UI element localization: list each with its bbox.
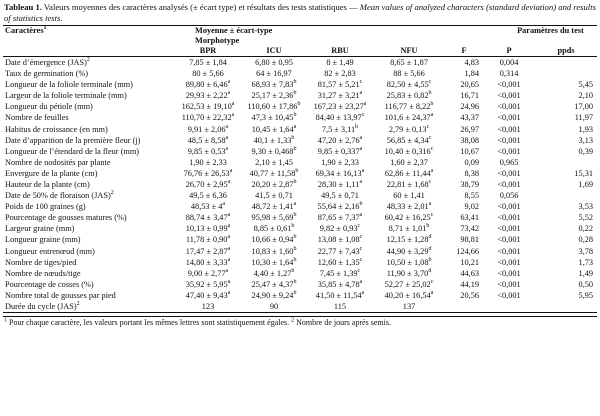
- table-row: [3, 234, 597, 245]
- cell-ppds: 3,53: [578, 202, 594, 212]
- caption-text-en: Mean values of analyzed characters (standard deviation) and results of statistics tests.: [4, 2, 596, 23]
- cell-p: <0,001: [497, 246, 521, 256]
- cell-nfu: 48,33 ± 2,01$^a$: [386, 201, 432, 212]
- cell-p: <0,001: [497, 279, 521, 289]
- header-mean-group: Moyenne ± écart-type: [195, 26, 273, 35]
- cell-ppds: 17,00: [574, 102, 594, 112]
- cell-rbu: 28,30 ± 1,11$^a$: [317, 179, 363, 189]
- table-row: [3, 246, 597, 257]
- cell-rbu: 8 ± 1,49: [326, 58, 354, 67]
- col-bpr: BPR: [199, 46, 217, 55]
- cell-icu: 110,60 ± 17,86$^b$: [247, 101, 301, 112]
- cell-icu: 47,3 ± 10,45$^b$: [251, 112, 297, 123]
- table-row: [3, 201, 597, 212]
- table-row: [3, 112, 597, 123]
- cell-ppds: 11,97: [574, 113, 594, 123]
- table-row: [3, 79, 597, 90]
- table-row: [3, 90, 597, 101]
- cell-icu: 10,45 ± 1,64$^a$: [251, 123, 297, 134]
- cell-nfu: 1,60 ± 2,37: [390, 157, 428, 167]
- cell-nfu: 116,77 ± 8,22$^b$: [384, 101, 434, 112]
- cell-f: [445, 301, 483, 313]
- cell-bpr: 89,80 ± 6,46$^a$: [185, 79, 231, 90]
- cell-f: 0,09: [464, 157, 480, 167]
- cell-nfu: 52,27 ± 25,02$^c$: [384, 279, 434, 289]
- cell-p: <0,001: [497, 135, 521, 145]
- cell-icu: 9,30 ± 0,468$^b$: [251, 145, 297, 156]
- cell-bpr: 35,92 ± 5,95$^a$: [185, 279, 231, 289]
- cell-p: <0,001: [497, 80, 521, 90]
- row-label: Pourcentage de cosses (%): [5, 279, 94, 289]
- cell-bpr: 9,85 ± 0,53$^a$: [187, 145, 229, 156]
- row-label: Largeur graine (mm): [5, 224, 75, 234]
- cell-ppds: 5,95: [578, 290, 594, 300]
- cell-icu: 48,72 ± 1,41$^a$: [251, 201, 297, 212]
- cell-bpr: 7,85 ± 1,84: [189, 58, 227, 67]
- cell-ppds: 1,73: [578, 257, 594, 267]
- cell-f: 24,96: [460, 102, 480, 112]
- cell-p: <0,001: [497, 91, 521, 101]
- cell-bpr: 26,70 ± 2,95$^a$: [185, 179, 231, 189]
- cell-nfu: 10,40 ± 0,316$^c$: [384, 145, 434, 156]
- table-row: [3, 190, 597, 201]
- cell-p: <0,001: [497, 257, 521, 267]
- cell-p: <0,001: [497, 202, 521, 212]
- cell-nfu: 25,83 ± 0,82$^b$: [386, 90, 432, 101]
- cell-bpr: 47,40 ± 9,43$^a$: [185, 290, 231, 300]
- cell-icu: 40,1 ± 1,33$^b$: [253, 134, 295, 145]
- cell-nfu: 12,15 ± 1,28$^d$: [386, 234, 432, 245]
- cell-f: 9,02: [464, 202, 480, 212]
- cell-ppds: 0,22: [578, 224, 594, 234]
- cell-bpr: 11,78 ± 0,90$^a$: [185, 234, 231, 245]
- cell-ppds: [535, 301, 597, 313]
- cell-nfu: 60 ± 1,41: [393, 191, 425, 201]
- cell-icu: 41,5 ± 0,71: [255, 191, 293, 201]
- cell-f: 26,97: [460, 124, 480, 134]
- cell-p: 0,056: [499, 191, 519, 201]
- cell-bpr: 80 ± 5,66: [192, 69, 224, 79]
- table-row: [3, 301, 597, 313]
- cell-f: 98,81: [460, 235, 480, 245]
- cell-f: 124,66: [456, 246, 480, 256]
- cell-bpr: 17,47 ± 2,87$^a$: [185, 245, 231, 256]
- cell-bpr: 14,80 ± 3,33$^a$: [185, 256, 231, 267]
- cell-f: 44,63: [460, 268, 480, 278]
- cell-bpr: 49,5 ± 6,36: [189, 191, 227, 201]
- row-label: Nombre total de gousses par pied: [5, 290, 116, 300]
- cell-nfu: 56,85 ± 4,34$^c$: [386, 134, 432, 145]
- cell-ppds: 5,52: [578, 213, 594, 223]
- cell-bpr: 123: [201, 301, 215, 311]
- cell-rbu: 84,40 ± 13,97$^c$: [315, 112, 365, 123]
- cell-rbu: 49,5 ± 0,71: [321, 191, 359, 201]
- cell-p: 0,004: [499, 58, 519, 67]
- cell-f: 20,56: [460, 290, 480, 300]
- cell-ppds: 0,50: [578, 279, 594, 289]
- table-row: [3, 290, 597, 301]
- cell-icu: 8,85 ± 0,61$^b$: [253, 223, 295, 234]
- cell-nfu: 62,86 ± 11,44$^a$: [384, 168, 434, 178]
- row-label: Pourcentage de gousses matures (%): [5, 213, 127, 223]
- cell-p: <0,001: [497, 268, 521, 278]
- cell-p: [483, 301, 535, 313]
- cell-bpr: 88,74 ± 3,47$^a$: [185, 212, 231, 223]
- cell-icu: 24,90 ± 9,24$^b$: [251, 290, 297, 300]
- cell-rbu: 41,50 ± 11,54$^a$: [315, 290, 365, 300]
- cell-rbu: 7,5 ± 3,11$^b$: [321, 123, 359, 134]
- row-label: Longueur de l’étendard de la fleur (mm): [5, 146, 140, 156]
- table-row: [3, 279, 597, 290]
- cell-f: 1,84: [464, 69, 480, 79]
- cell-f: 10,67: [460, 146, 480, 156]
- cell-bpr: 162,53 ± 19,10$^a$: [181, 101, 235, 112]
- row-label: Hauteur de la plante (cm): [5, 179, 90, 189]
- cell-ppds: 3,13: [578, 135, 594, 145]
- header-characters: Caractères$^1$: [5, 25, 47, 35]
- cell-bpr: 76,76 ± 26,53$^a$: [183, 168, 233, 178]
- row-label: Taux de germination (%): [5, 69, 89, 79]
- table-row: [3, 68, 597, 79]
- row-label: Largeur de la foliole terminale (mm): [5, 91, 127, 101]
- cell-ppds: 0,39: [578, 146, 594, 156]
- row-label: Date de 50% de floraison (JAS)$^2$: [5, 190, 114, 201]
- cell-rbu: 31,27 ± 3,21$^a$: [317, 90, 363, 101]
- cell-rbu: 55,64 ± 2,16$^b$: [317, 201, 363, 212]
- cell-ppds: 3,78: [578, 246, 594, 256]
- cell-p: <0,001: [497, 168, 521, 178]
- cell-bpr: 9,00 ± 2,77$^a$: [187, 267, 229, 278]
- row-label: Nombre de nœuds/tige: [5, 268, 81, 278]
- cell-rbu: 82 ± 2,83: [324, 69, 356, 79]
- cell-icu: 95,98 ± 5,69$^b$: [251, 212, 297, 223]
- table-row: [3, 168, 597, 179]
- col-icu: ICU: [266, 46, 282, 55]
- cell-ppds: 15,31: [574, 168, 594, 178]
- cell-f: 8,38: [464, 168, 480, 178]
- cell-p: <0,001: [497, 213, 521, 223]
- cell-icu: 20,20 ± 2,87$^b$: [251, 179, 297, 189]
- cell-rbu: 9,85 ± 0,337$^a$: [317, 145, 363, 156]
- cell-rbu: 1,90 ± 2,33: [321, 157, 359, 167]
- cell-f: 10,21: [460, 257, 480, 267]
- cell-ppds: 1,49: [578, 268, 594, 278]
- cell-ppds: [535, 190, 597, 201]
- cell-nfu: 22,81 ± 1,68$^c$: [386, 179, 432, 189]
- row-label: Longueur graine (mm): [5, 235, 81, 245]
- cell-nfu: 82,50 ± 4,55$^c$: [386, 79, 432, 90]
- cell-icu: 2,10 ± 1,45: [255, 157, 293, 167]
- cell-ppds: 1,93: [578, 124, 594, 134]
- cell-f: 16,71: [460, 91, 480, 101]
- table-caption: [4, 2, 597, 24]
- table-row: [3, 57, 597, 69]
- col-rbu: RBU: [331, 46, 349, 55]
- cell-nfu: 40,20 ± 16,54$^a$: [384, 290, 434, 300]
- cell-f: 4,83: [464, 58, 480, 67]
- caption-label: Tableau 1.: [4, 2, 42, 12]
- cell-ppds: [535, 157, 597, 168]
- row-label: Nombre de tiges/pied: [5, 257, 77, 267]
- row-label: Date d’émergence (JAS)$^2$: [5, 57, 90, 67]
- cell-rbu: 35,85 ± 4,78$^a$: [317, 279, 363, 289]
- header-morphotype: Morphotype: [195, 36, 240, 45]
- cell-icu: 64 ± 16,97: [256, 69, 292, 79]
- cell-ppds: [535, 57, 597, 69]
- cell-icu: 25,47 ± 4,37$^b$: [251, 279, 297, 289]
- cell-f: 20,65: [460, 80, 480, 90]
- cell-rbu: 167,23 ± 23,27$^a$: [313, 101, 367, 112]
- cell-ppds: [535, 68, 597, 79]
- cell-f: 43,37: [460, 113, 480, 123]
- table-row: [3, 135, 597, 146]
- table-row: [3, 257, 597, 268]
- cell-p: 0,965: [499, 157, 519, 167]
- table-row: [3, 157, 597, 168]
- cell-ppds: 2,10: [578, 91, 594, 101]
- row-label: Date d’apparition de la première fleur (j): [5, 135, 141, 145]
- cell-icu: 68,93 ± 7,83$^b$: [251, 79, 297, 90]
- cell-icu: 90: [269, 301, 279, 311]
- table-row: [3, 179, 597, 190]
- cell-rbu: 69,34 ± 16,13$^a$: [315, 168, 365, 178]
- cell-f: 38,79: [460, 179, 480, 189]
- cell-rbu: 13,08 ± 1,08$^c$: [317, 234, 363, 245]
- cell-icu: 10,30 ± 1,64$^b$: [251, 256, 297, 267]
- table-row: [3, 223, 597, 234]
- cell-bpr: 9,91 ± 2,06$^a$: [187, 123, 229, 134]
- table-footnote: $^1$ Pour chaque caractère, les valeurs portant les mêmes lettres sont statistiquement égales. $^2$ Nombre de jours après semis.: [3, 316, 597, 328]
- cell-p: 0,314: [499, 69, 519, 79]
- cell-nfu: 2,79 ± 0,13$^c$: [388, 123, 430, 134]
- cell-bpr: 1,90 ± 2,33: [189, 157, 227, 167]
- cell-icu: 25,17 ± 2,36$^b$: [251, 90, 297, 101]
- cell-nfu: 44,90 ± 3,29$^d$: [386, 245, 432, 256]
- caption-text-fr: Valeurs moyennes des caractères analysés (± écart type) et résultats des tests statistiques —: [41, 2, 360, 12]
- cell-rbu: 47,20 ± 2,76$^a$: [317, 134, 363, 145]
- cell-rbu: 9,82 ± 0,93$^c$: [319, 223, 361, 234]
- cell-rbu: 87,65 ± 7,37$^a$: [317, 212, 363, 223]
- cell-nfu: 10,50 ± 1,08$^b$: [386, 256, 432, 267]
- table-row: [3, 146, 597, 157]
- cell-p: <0,001: [497, 124, 521, 134]
- row-label: Nombre de feuilles: [5, 113, 69, 123]
- row-label: Longueur du pétiole (mm): [5, 102, 93, 112]
- cell-f: 73,42: [460, 224, 480, 234]
- cell-rbu: 7,45 ± 1,39$^c$: [319, 267, 361, 278]
- table-row: [3, 212, 597, 223]
- cell-p: <0,001: [497, 235, 521, 245]
- row-label: Longueur entrenœud (mm): [5, 246, 95, 256]
- table-row: [3, 123, 597, 134]
- cell-f: 8,55: [464, 191, 480, 201]
- cell-p: <0,001: [497, 102, 521, 112]
- cell-ppds: 0,28: [578, 235, 594, 245]
- cell-p: <0,001: [497, 146, 521, 156]
- row-label: Nombre de nodosités par plante: [5, 157, 111, 167]
- cell-f: 63,41: [460, 213, 480, 223]
- cell-bpr: $48,53 \pm 4^a$: [190, 201, 226, 212]
- cell-rbu: 115: [333, 301, 347, 311]
- table-row: [3, 268, 597, 279]
- table-row: [3, 101, 597, 112]
- row-label: Poids de 100 graines (g): [5, 202, 86, 212]
- cell-nfu: 8,71 ± 1,01$^b$: [388, 223, 430, 234]
- cell-f: 44,19: [460, 279, 480, 289]
- cell-nfu: 8,65 ± 1,87: [390, 58, 428, 67]
- col-nfu: NFU: [400, 46, 418, 55]
- cell-f: 38,08: [460, 135, 480, 145]
- cell-bpr: 10,13 ± 0,99$^a$: [185, 223, 231, 234]
- row-label: Envergure de la plante (cm): [5, 168, 98, 178]
- cell-icu: 10,83 ± 1,60$^b$: [251, 245, 297, 256]
- table-body: [3, 57, 597, 313]
- header-test-group: Paramètres du test: [517, 26, 584, 35]
- cell-p: <0,001: [497, 113, 521, 123]
- row-label: Longueur de la foliole terminale (mm): [5, 80, 133, 90]
- cell-icu: 6,80 ± 0,95: [255, 58, 293, 67]
- cell-bpr: 29,93 ± 2,22$^a$: [185, 90, 231, 101]
- cell-rbu: 12,60 ± 1,35$^c$: [317, 256, 363, 267]
- cell-nfu: 137: [402, 301, 416, 311]
- col-ppds: ppds: [557, 46, 575, 55]
- row-label: Habitus de croissance (en mm): [5, 124, 108, 134]
- cell-ppds: 5,45: [578, 80, 594, 90]
- cell-icu: 10,66 ± 0,94$^b$: [251, 234, 297, 245]
- cell-ppds: 1,69: [578, 179, 594, 189]
- cell-bpr: 110,70 ± 22,32$^a$: [181, 112, 235, 123]
- cell-icu: 4,40 ± 1,27$^b$: [253, 267, 295, 278]
- cell-rbu: 81,57 ± 5,21$^c$: [317, 79, 363, 90]
- cell-icu: 40,77 ± 11,58$^b$: [249, 168, 299, 178]
- cell-nfu: 101,6 ± 24,37$^a$: [384, 112, 434, 123]
- cell-rbu: 22,77 ± 7,43$^c$: [317, 245, 363, 256]
- cell-nfu: 88 ± 5,66: [393, 69, 425, 79]
- cell-p: <0,001: [497, 224, 521, 234]
- results-table: [3, 25, 597, 313]
- cell-p: <0,001: [497, 290, 521, 300]
- cell-p: <0,001: [497, 179, 521, 189]
- cell-bpr: 48,5 ± 8,58$^a$: [187, 134, 229, 145]
- col-p: P: [506, 46, 512, 55]
- cell-nfu: 60,42 ± 16,25$^c$: [384, 212, 434, 223]
- col-f: F: [461, 46, 467, 55]
- row-label: Durée du cycle (JAS)$^2$: [5, 301, 80, 311]
- cell-nfu: 11,90 ± 3,70$^d$: [386, 267, 432, 278]
